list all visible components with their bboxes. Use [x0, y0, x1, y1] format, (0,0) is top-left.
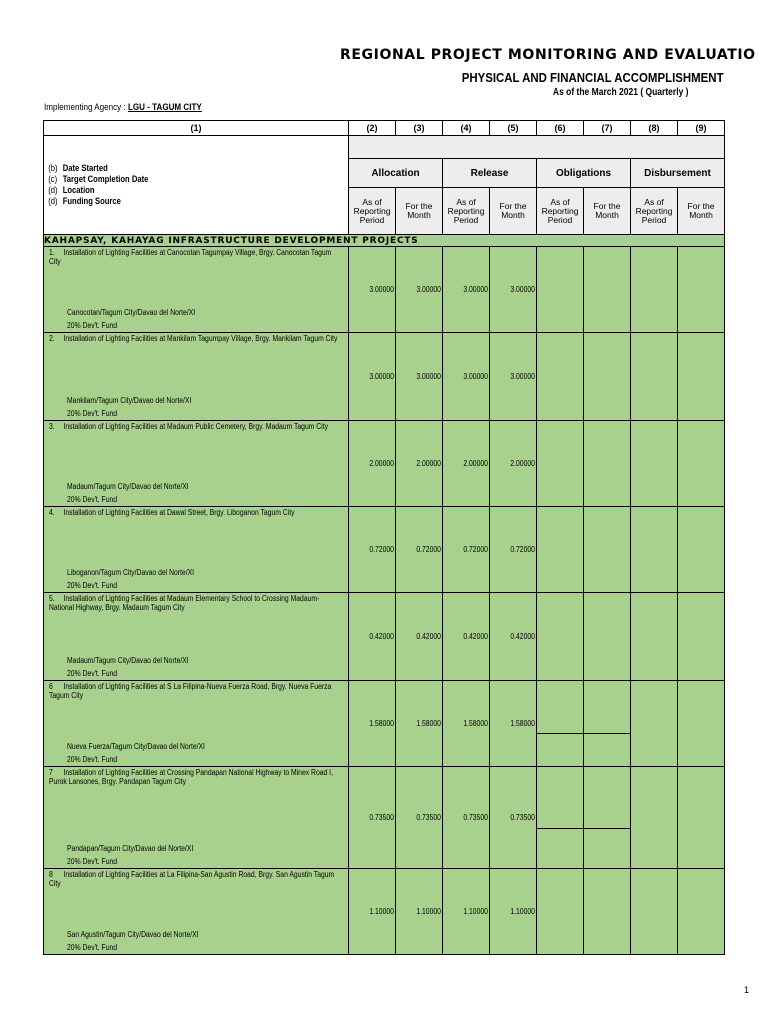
- amount-value: 0.42000: [416, 632, 441, 641]
- amount-value: 0.42000: [510, 632, 535, 641]
- project-row: [44, 767, 725, 869]
- amount-cell: [490, 247, 537, 333]
- amount-value: 3.00000: [369, 372, 394, 381]
- amount-cell: [490, 767, 537, 869]
- project-title-text: Installation of Lighting Facilities at Dawal Street, Brgy. Liboganon Tagum City: [63, 508, 295, 517]
- empty-cell: [537, 507, 584, 593]
- sub-asof: As of Reporting Period: [631, 188, 678, 235]
- empty-cell: [537, 421, 584, 507]
- empty-cell: [631, 767, 678, 869]
- amount-value: 1.58000: [369, 719, 394, 728]
- project-number: 6: [49, 682, 53, 691]
- project-description: [44, 507, 349, 593]
- amount-value: 0.73500: [369, 813, 394, 822]
- empty-cell: [584, 681, 631, 767]
- project-description: [44, 247, 349, 333]
- amount-cell: [349, 247, 396, 333]
- amount-value: 2.00000: [416, 459, 441, 468]
- col-number: (4): [443, 121, 490, 136]
- project-title: [49, 248, 338, 266]
- project-row: [44, 507, 725, 593]
- amount-value: 0.73500: [463, 813, 488, 822]
- empty-cell: [584, 507, 631, 593]
- project-location: Mankilam/Tagum City/Davao del Norte/XI: [67, 396, 192, 405]
- amount-value: 1.10000: [510, 907, 535, 916]
- amount-cell: [396, 593, 443, 681]
- amount-cell: [490, 421, 537, 507]
- amount-cell: [443, 333, 490, 421]
- page-number: 1: [743, 985, 749, 995]
- project-location: Pandapan/Tagum City/Davao del Norte/XI: [67, 844, 194, 853]
- section-row: [44, 235, 725, 247]
- sub-month: For the Month: [678, 188, 725, 235]
- empty-cell: [584, 421, 631, 507]
- project-location: Madaum/Tagum City/Davao del Norte/XI: [67, 482, 189, 491]
- col-number: (5): [490, 121, 537, 136]
- project-number: 1.: [49, 248, 55, 257]
- amount-value: 0.72000: [369, 545, 394, 554]
- amount-value: 2.00000: [369, 459, 394, 468]
- sub-month: For the Month: [584, 188, 631, 235]
- funding-source: 20% Dev't. Fund: [67, 943, 118, 952]
- project-description: [44, 869, 349, 955]
- amount-cell: [443, 507, 490, 593]
- report-subtitle: PHYSICAL AND FINANCIAL ACCOMPLISHMENT: [462, 70, 724, 85]
- empty-cell: [631, 593, 678, 681]
- empty-cell: [631, 421, 678, 507]
- project-number: 2.: [49, 334, 55, 343]
- agency-value: LGU - TAGUM CITY: [127, 102, 202, 113]
- project-location: Nueva Fuerza/Tagum City/Davao del Norte/XI: [67, 742, 205, 751]
- project-description: [44, 333, 349, 421]
- section-title: KAHAPSAY, KAHAYAG INFRASTRUCTURE DEVELOPMENT PROJECTS: [44, 235, 725, 247]
- table-header: [44, 121, 725, 247]
- project-description: [44, 681, 349, 767]
- sub-asof: As of Reporting Period: [349, 188, 396, 235]
- amount-value: 0.42000: [463, 632, 488, 641]
- funding-source: 20% Dev't. Fund: [67, 409, 118, 418]
- empty-cell: [584, 767, 631, 869]
- project-row: [44, 869, 725, 955]
- col-number: (1): [44, 121, 349, 136]
- implementing-agency: [44, 102, 202, 113]
- amount-value: 1.58000: [463, 719, 488, 728]
- amount-cell: [396, 681, 443, 767]
- amount-value: 3.00000: [510, 372, 535, 381]
- col-number: (9): [678, 121, 725, 136]
- project-title-text: Installation of Lighting Facilities at S La Filipina-Nueva Fuerza Road, Brgy. Nueva Fuerza Tagum City: [49, 682, 332, 700]
- empty-cell: [584, 333, 631, 421]
- blank-header-row: [44, 136, 725, 159]
- empty-cell: [537, 593, 584, 681]
- amount-value: 1.10000: [416, 907, 441, 916]
- empty-cell: [631, 333, 678, 421]
- amount-value: 1.58000: [416, 719, 441, 728]
- project-row: [44, 333, 725, 421]
- row-label-cell: [44, 136, 349, 235]
- amount-value: 2.00000: [510, 459, 535, 468]
- sub-month: For the Month: [396, 188, 443, 235]
- project-title-text: Installation of Lighting Facilities at Madaum Public Cemetery, Brgy. Madaum Tagum City: [63, 422, 329, 431]
- project-description: [44, 421, 349, 507]
- amount-cell: [396, 507, 443, 593]
- amount-value: 1.10000: [369, 907, 394, 916]
- amount-value: 3.00000: [510, 285, 535, 294]
- group-release: Release: [443, 159, 537, 188]
- amount-cell: [443, 593, 490, 681]
- group-disbursement: Disbursement: [631, 159, 725, 188]
- report-period: As of the March 2021 ( Quarterly ): [552, 87, 688, 98]
- amount-cell: [349, 507, 396, 593]
- project-description: [44, 767, 349, 869]
- amount-value: 1.10000: [463, 907, 488, 916]
- amount-value: 1.58000: [510, 719, 535, 728]
- amount-value: 0.73500: [510, 813, 535, 822]
- amount-cell: [490, 333, 537, 421]
- empty-cell: [678, 767, 725, 869]
- amount-cell: [490, 593, 537, 681]
- project-title-text: Installation of Lighting Facilities at Canocotan Tagumpay Village, Brgy. Canocotan Tagum City: [49, 248, 332, 266]
- col-number: (3): [396, 121, 443, 136]
- project-title: [49, 422, 338, 431]
- group-allocation: Allocation: [349, 159, 443, 188]
- amount-cell: [349, 593, 396, 681]
- empty-cell: [584, 247, 631, 333]
- empty-cell: [537, 869, 584, 955]
- project-rows: [44, 247, 725, 955]
- project-location: Canocotan/Tagum City/Davao del Norte/XI: [67, 308, 196, 317]
- accomplishment-table: [43, 120, 725, 955]
- amount-value: 0.42000: [369, 632, 394, 641]
- amount-cell: [490, 507, 537, 593]
- project-row: [44, 421, 725, 507]
- blank-header-cell: [349, 136, 725, 159]
- project-number: 4.: [49, 508, 55, 517]
- row-label: (b) Date Started: [48, 163, 108, 173]
- amount-value: 0.72000: [463, 545, 488, 554]
- project-title: [49, 682, 338, 700]
- empty-cell: [631, 869, 678, 955]
- empty-cell: [678, 421, 725, 507]
- amount-value: 0.72000: [510, 545, 535, 554]
- empty-cell: [678, 333, 725, 421]
- project-title: [49, 508, 338, 517]
- amount-cell: [396, 869, 443, 955]
- report-title: REGIONAL PROJECT MONITORING AND EVALUATIO: [340, 47, 756, 63]
- empty-cell: [537, 681, 584, 767]
- sub-asof: As of Reporting Period: [537, 188, 584, 235]
- agency-label: Implementing Agency :: [44, 102, 126, 113]
- project-title: [49, 334, 338, 343]
- project-row: [44, 247, 725, 333]
- amount-value: 2.00000: [463, 459, 488, 468]
- project-location: Liboganon/Tagum City/Davao del Norte/XI: [67, 568, 195, 577]
- amount-cell: [349, 333, 396, 421]
- amount-cell: [349, 869, 396, 955]
- funding-source: 20% Dev't. Fund: [67, 755, 118, 764]
- empty-cell: [537, 333, 584, 421]
- empty-cell: [537, 247, 584, 333]
- funding-source: 20% Dev't. Fund: [67, 581, 118, 590]
- project-row: [44, 593, 725, 681]
- funding-source: 20% Dev't. Fund: [67, 495, 118, 504]
- amount-cell: [396, 767, 443, 869]
- empty-cell: [631, 247, 678, 333]
- amount-cell: [349, 681, 396, 767]
- row-label: (c) Target Completion Date: [48, 174, 149, 184]
- amount-cell: [349, 421, 396, 507]
- empty-cell: [678, 869, 725, 955]
- amount-cell: [490, 681, 537, 767]
- amount-value: 3.00000: [416, 372, 441, 381]
- amount-cell: [349, 767, 396, 869]
- project-number: 3.: [49, 422, 55, 431]
- amount-cell: [443, 681, 490, 767]
- empty-cell: [537, 767, 584, 869]
- amount-cell: [443, 767, 490, 869]
- amount-value: 0.72000: [416, 545, 441, 554]
- project-title: [49, 768, 338, 786]
- project-title-text: Installation of Lighting Facilities at Madaum Elementary School to Crossing Madaum-National Highway, Brgy. Madaum Tagum City: [49, 594, 320, 612]
- amount-cell: [443, 421, 490, 507]
- amount-value: 3.00000: [369, 285, 394, 294]
- project-title-text: Installation of Lighting Facilities at Crossing Pandapan National Highway to Minex Road I, Purok Lansones, Brgy. Pandapan Tagum City: [49, 768, 333, 786]
- amount-cell: [396, 421, 443, 507]
- project-description: [44, 593, 349, 681]
- project-number: 7: [49, 768, 53, 777]
- amount-value: 0.73500: [416, 813, 441, 822]
- col-number: (7): [584, 121, 631, 136]
- empty-cell: [678, 507, 725, 593]
- project-title-text: Installation of Lighting Facilities at La Filipina-San Agustin Road, Brgy. San Agustin Tagum City: [49, 870, 335, 888]
- project-location: San Agustin/Tagum City/Davao del Norte/XI: [67, 930, 199, 939]
- sub-month: For the Month: [490, 188, 537, 235]
- project-title-text: Installation of Lighting Facilities at Mankilam Tagumpay Village, Brgy. Mankilam Tagum City: [63, 334, 338, 343]
- amount-cell: [396, 333, 443, 421]
- row-label: (d) Funding Source: [48, 196, 121, 206]
- project-title: [49, 594, 338, 612]
- empty-cell: [584, 593, 631, 681]
- funding-source: 20% Dev't. Fund: [67, 669, 118, 678]
- row-label: (d) Location: [48, 185, 95, 195]
- empty-cell: [631, 681, 678, 767]
- funding-source: 20% Dev't. Fund: [67, 857, 118, 866]
- col-number: (8): [631, 121, 678, 136]
- project-number: 5.: [49, 594, 55, 603]
- amount-value: 3.00000: [416, 285, 441, 294]
- project-row: [44, 681, 725, 767]
- empty-cell: [678, 681, 725, 767]
- empty-cell: [678, 247, 725, 333]
- empty-cell: [631, 507, 678, 593]
- project-location: Madaum/Tagum City/Davao del Norte/XI: [67, 656, 189, 665]
- sub-asof: As of Reporting Period: [443, 188, 490, 235]
- amount-value: 3.00000: [463, 372, 488, 381]
- amount-cell: [490, 869, 537, 955]
- project-title: [49, 870, 338, 888]
- amount-cell: [443, 247, 490, 333]
- col-number: (2): [349, 121, 396, 136]
- amount-cell: [443, 869, 490, 955]
- amount-cell: [396, 247, 443, 333]
- amount-value: 3.00000: [463, 285, 488, 294]
- funding-source: 20% Dev't. Fund: [67, 321, 118, 330]
- empty-cell: [584, 869, 631, 955]
- column-number-row: [44, 121, 725, 136]
- project-number: 8: [49, 870, 53, 879]
- group-obligations: Obligations: [537, 159, 631, 188]
- col-number: (6): [537, 121, 584, 136]
- empty-cell: [678, 593, 725, 681]
